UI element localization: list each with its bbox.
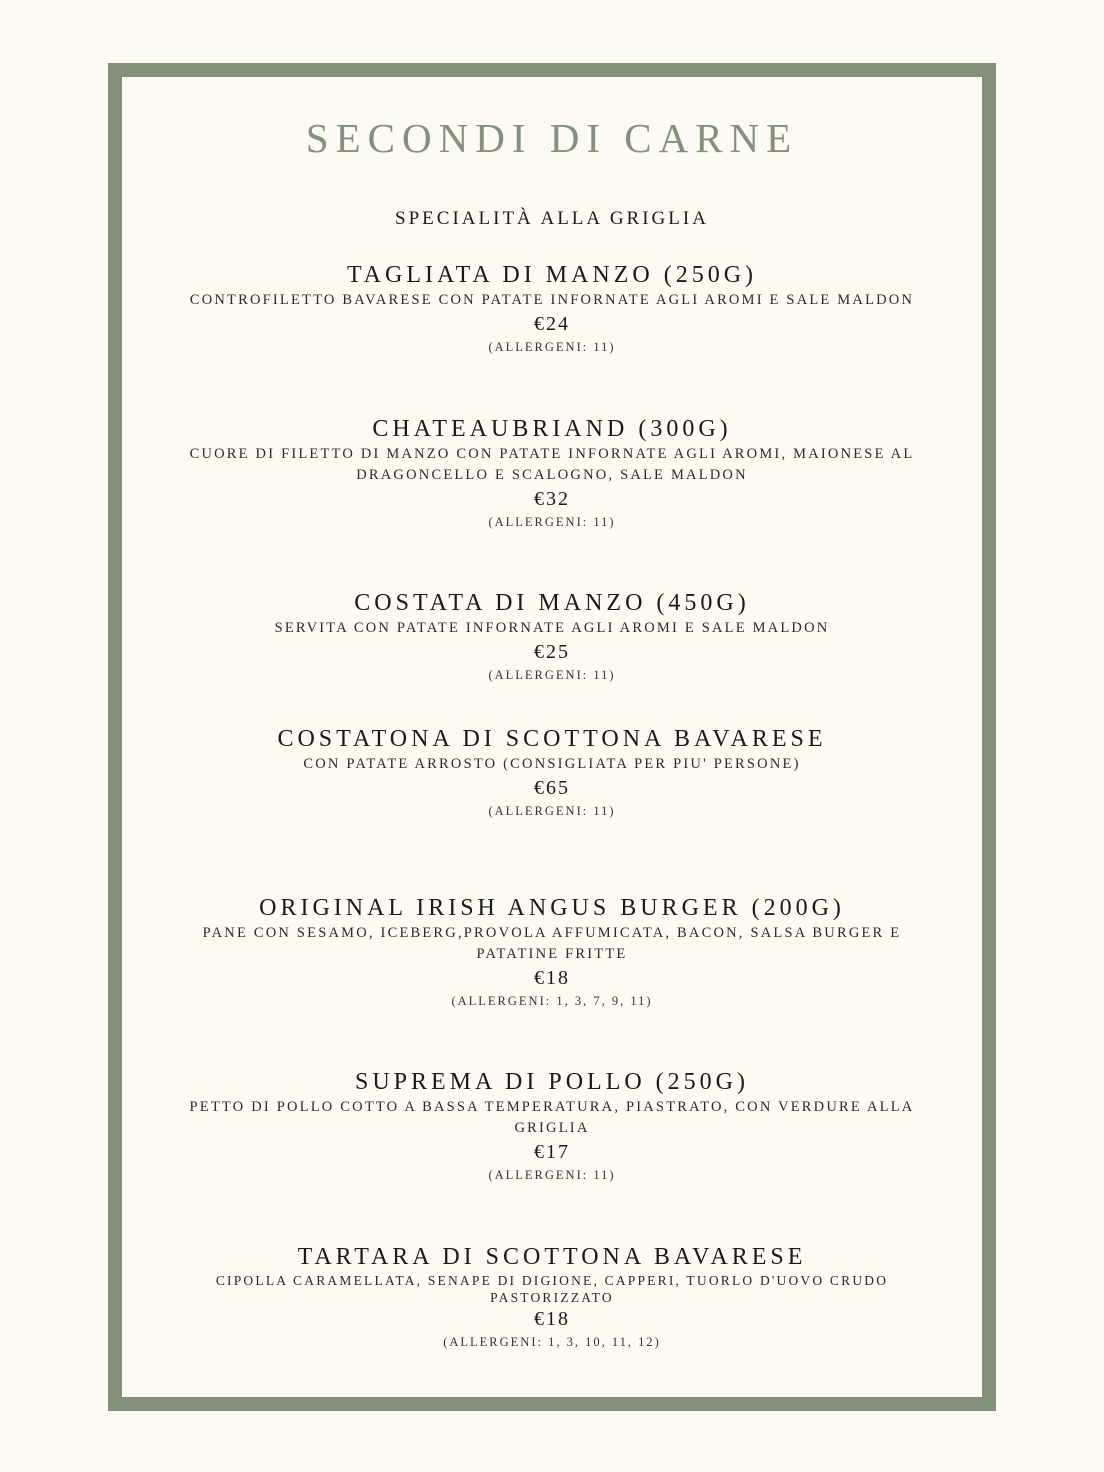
menu-frame [108, 63, 996, 1411]
dish-name: ORIGINAL IRISH ANGUS BURGER (200G) [259, 895, 845, 921]
menu-item [162, 260, 942, 357]
dish-allergens: (ALLERGENI: 11) [488, 515, 616, 529]
dish-name: COSTATA DI MANZO (450G) [354, 590, 750, 616]
dish-allergens: (ALLERGENI: 11) [488, 804, 616, 818]
dish-description: PETTO DI POLLO COTTO A BASSA TEMPERATURA, PIASTRATO, CON VERDURE ALLA GRIGLIA [189, 1099, 915, 1136]
dish-price: €25 [534, 641, 570, 663]
dish-allergens: (ALLERGENI: 11) [488, 1168, 616, 1182]
dish-description: CONTROFILETTO BAVARESE CON PATATE INFORNATE AGLI AROMI E SALE MALDON [189, 292, 915, 308]
dish-price: €32 [534, 488, 570, 510]
dish-description: SERVITA CON PATATE INFORNATE AGLI AROMI E SALE MALDON [274, 620, 830, 636]
menu-item [162, 893, 942, 1011]
dish-allergens: (ALLERGENI: 11) [488, 668, 616, 682]
dish-description: CUORE DI FILETTO DI MANZO CON PATATE INFORNATE AGLI AROMI, MAIONESE AL DRAGONCELLO E SCALOGNO, SALE MALDON [189, 446, 915, 483]
dish-allergens: (ALLERGENI: 1, 3, 10, 11, 12) [443, 1335, 661, 1349]
dish-price: €17 [534, 1141, 570, 1163]
dish-name: COSTATONA DI SCOTTONA BAVARESE [277, 726, 827, 752]
dish-name: TARTARA DI SCOTTONA BAVARESE [297, 1244, 807, 1270]
dish-allergens: (ALLERGENI: 11) [488, 340, 616, 354]
dish-price: €18 [534, 1308, 570, 1330]
dish-allergens: (ALLERGENI: 1, 3, 7, 9, 11) [451, 994, 653, 1008]
menu-subtitle: SPECIALITÀ ALLA GRIGLIA [395, 208, 709, 229]
dish-name: TAGLIATA DI MANZO (250G) [346, 262, 758, 288]
dish-name: CHATEAUBRIAND (300G) [372, 416, 732, 442]
dish-description: PANE CON SESAMO, ICEBERG,PROVOLA AFFUMICATA, BACON, SALSA BURGER E PATATINE FRITTE [202, 925, 902, 962]
menu-item [162, 1242, 942, 1352]
dish-price: €18 [534, 967, 570, 989]
dish-description: CIPOLLA CARAMELLATA, SENAPE DI DIGIONE, CAPPERI, TUORLO D'UOVO CRUDO PASTORIZZATO [215, 1273, 889, 1305]
menu-item [162, 588, 942, 685]
dish-name: SUPREMA DI POLLO (250G) [354, 1069, 749, 1095]
menu-item [162, 414, 942, 532]
menu-item [162, 1067, 942, 1185]
dish-price: €24 [534, 313, 570, 335]
menu-title: SECONDI DI CARNE [305, 115, 799, 161]
dish-price: €65 [534, 777, 570, 799]
menu-item [162, 724, 942, 821]
dish-description: CON PATATE ARROSTO (CONSIGLIATA PER PIU' PERSONE) [303, 756, 801, 772]
